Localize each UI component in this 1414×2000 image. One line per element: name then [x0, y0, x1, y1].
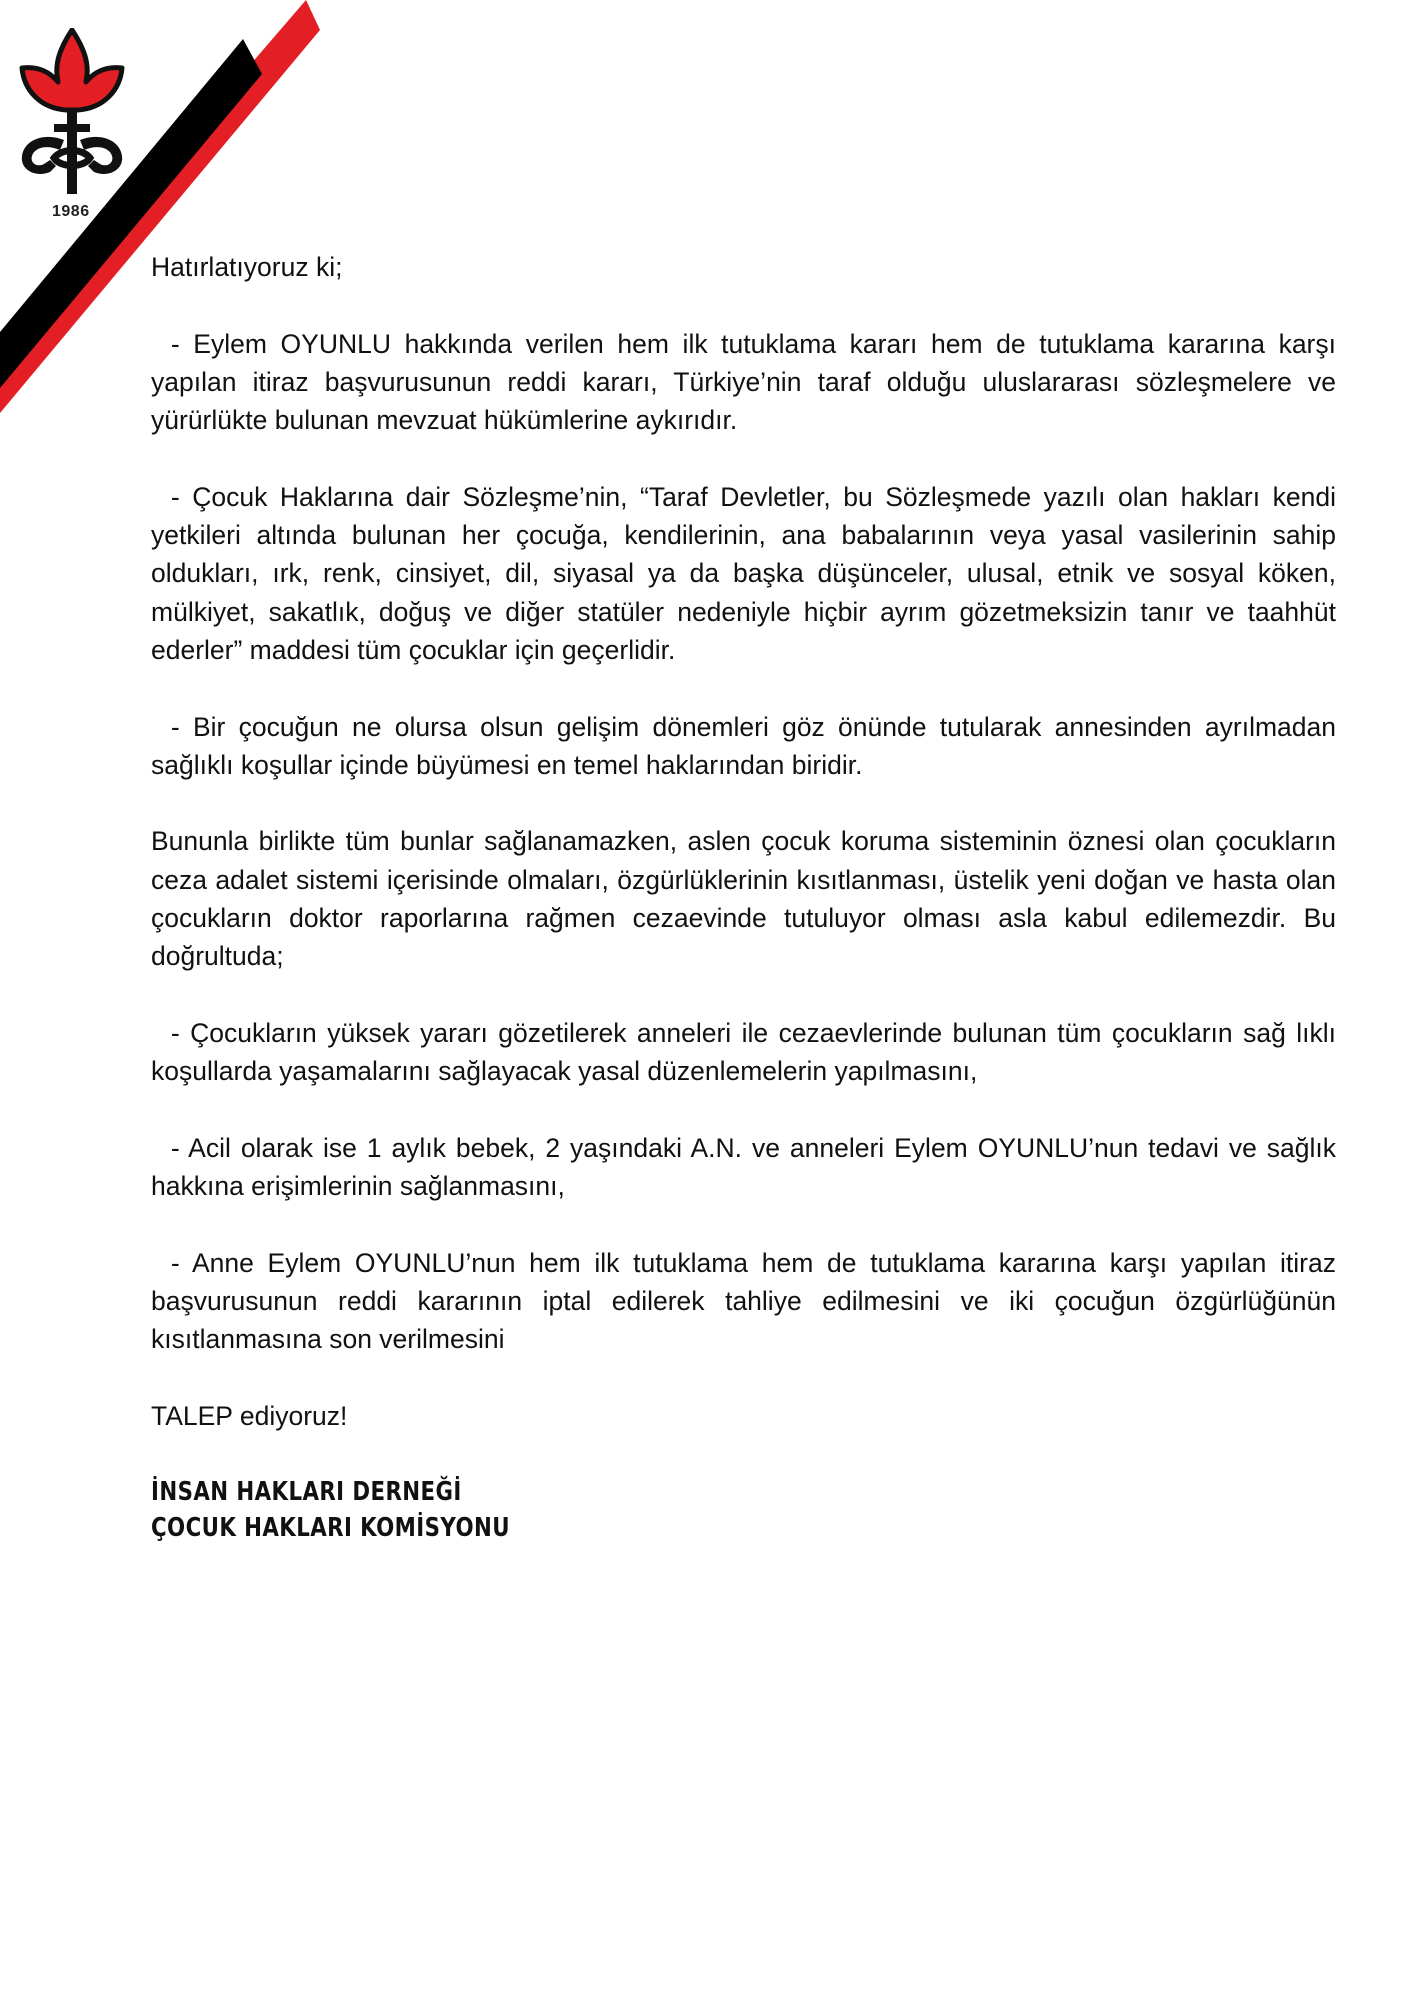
paragraph-7: - Anne Eylem OYUNLU’nun hem ilk tutuklama hem de tutuklama kararına karşı yapılan itiraz başvurusunun reddi kararının iptal edilerek tahliye edilmesini ve iki çocuğun özgürlüğünün kısıtlanmasına son verilmesini: [151, 1247, 1336, 1355]
paragraph-4: Bununla birlikte tüm bunlar sağlanamazken, aslen çocuk koruma sisteminin öznesi olan çocukların ceza adalet sistemi içerisinde olmaları, özgürlüklerinin kısıtlanması, üstelik yeni doğan ve hasta olan çocukların doktor raporlarına rağmen cezaevinde tutuluyor olması asla kabul edilemezdir. Bu doğrultuda;: [151, 826, 1336, 972]
organization-logo-icon: [14, 28, 130, 198]
signature-commission: ÇOCUK HAKLARI KOMİSYONU: [151, 1512, 510, 1543]
letter-opening: Hatırlatıyoruz ki;: [151, 252, 343, 282]
signature-block: [151, 1474, 1123, 1546]
paragraph-3: - Bir çocuğun ne olursa olsun gelişim dönemleri göz önünde tutularak annesinden ayrılmadan sağlıklı koşullar içinde büyümesi en temel haklarından biridir.: [151, 711, 1336, 780]
letter-body: [151, 248, 1336, 1546]
logo-year: 1986: [52, 203, 90, 220]
paragraph-2: - Çocuk Haklarına dair Sözleşme’nin, “Taraf Devletler, bu Sözleşmede yazılı olan hakları kendi yetkileri altında bulunan her çocuğa, kendilerinin, ana babalarının veya yasal vasilerinin sahip oldukları, ırk, renk, cinsiyet, dil, siyasal ya da başka düşünceler, ulusal, etnik ve sosyal köken, mülkiyet, sakatlık, doğuş ve diğer statüler nedeniyle hiçbir ayrım gözetmeksizin tanır ve taahhüt ederler” maddesi tüm çocuklar için geçerlidir.: [151, 481, 1336, 665]
paragraph-1: - Eylem OYUNLU hakkında verilen hem ilk tutuklama kararı hem de tutuklama kararına karşı yapılan itiraz başvurusunun reddi kararı, Türkiye’nin taraf olduğu uluslararası sözleşmelere ve yürürlükte bulunan mevzuat hükümlerine aykırıdır.: [151, 328, 1336, 436]
paragraph-6: - Acil olarak ise 1 aylık bebek, 2 yaşındaki A.N. ve anneleri Eylem OYUNLU’nun tedavi ve sağlık hakkına erişimlerinin sağlanmasını,: [151, 1132, 1336, 1202]
letter-closing: TALEP ediyoruz!: [151, 1400, 348, 1431]
signature-organization: İNSAN HAKLARI DERNEĞİ: [151, 1476, 462, 1507]
paragraph-5: - Çocukların yüksek yararı gözetilerek anneleri ile cezaevlerinde bulunan tüm çocukların sağ lıklı koşullarda yaşamalarını sağlayacak yasal düzenlemelerin yapılmasını,: [151, 1017, 1336, 1087]
